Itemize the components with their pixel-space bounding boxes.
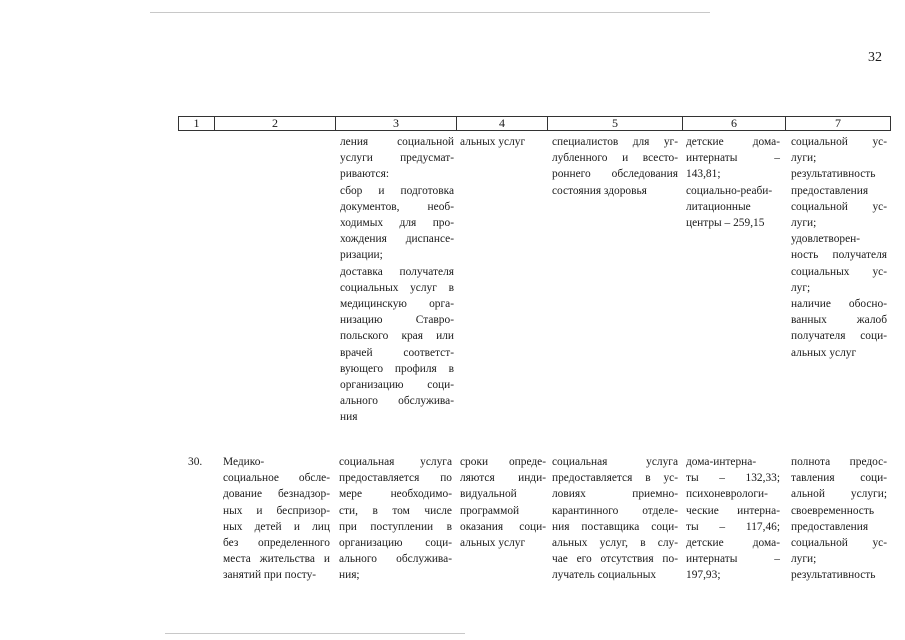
cell-line: социальной ус-	[791, 136, 887, 148]
cell-line: лучатель социальных	[552, 569, 657, 582]
cell-line: медицинскую орга-	[340, 298, 454, 311]
cell-line: ления социальной	[340, 136, 454, 148]
cell-line: услуги предусмат-	[340, 152, 454, 165]
cell-line: литационные	[686, 200, 751, 213]
scan-noise-top	[150, 12, 710, 13]
cell-line: лубленного и всесто-	[552, 152, 678, 165]
row-cont-col7	[791, 134, 887, 361]
header-col-2: 2	[214, 116, 336, 131]
row30-number: 30.	[188, 456, 203, 468]
cell-line: карантинного отделе-	[552, 504, 678, 517]
cell-line: результативность	[791, 569, 876, 582]
scan-noise-bottom	[165, 633, 465, 634]
cell-line: сбор и подготовка	[340, 184, 454, 197]
cell-line: ты – 132,33;	[686, 472, 780, 485]
cell-line: ния поставщика соци-	[552, 520, 678, 533]
cell-line: социальной ус-	[791, 537, 887, 550]
header-col-5: 5	[547, 116, 683, 131]
cell-line: альной услуги;	[791, 488, 887, 501]
cell-line: социальная услуга	[339, 456, 452, 468]
cell-line: при поступлении в	[339, 520, 452, 533]
cell-line: интернаты –	[686, 553, 780, 566]
cell-line: 197,93;	[686, 569, 721, 582]
cell-line: социальное обсле-	[223, 472, 330, 485]
cell-line: психоневрологи-	[686, 488, 768, 501]
cell-line: тавления соци-	[791, 472, 887, 485]
cell-line: ты – 117,46;	[686, 520, 780, 533]
cell-line: ния	[340, 411, 358, 424]
cell-line: альных услуг	[460, 136, 526, 148]
cell-line: социальных ус-	[791, 265, 887, 278]
cell-line: луги;	[791, 217, 817, 230]
cell-line: программой	[460, 504, 520, 517]
cell-line: Медико-	[223, 456, 265, 468]
cell-line: ризации;	[340, 249, 383, 262]
cell-line: занятий при посту-	[223, 569, 317, 582]
cell-line: сроки опреде-	[460, 456, 546, 468]
header-col-3: 3	[335, 116, 457, 131]
cell-line: чае его отсутствия по-	[552, 553, 678, 566]
cell-line: предоставления	[791, 184, 869, 197]
cell-line: видуальной	[460, 488, 517, 501]
row30-col7	[791, 454, 887, 584]
row30-col4	[460, 454, 546, 551]
cell-line: луг;	[791, 281, 811, 294]
cell-line: вующего профиля в	[340, 362, 454, 375]
cell-line: альных услуг, в слу-	[552, 537, 678, 550]
cell-line: луги;	[791, 152, 817, 165]
cell-line: детские дома-	[686, 537, 780, 550]
row30-col2	[223, 454, 330, 584]
cell-line: организацию соци-	[340, 379, 454, 392]
cell-line: социальных услуг в	[340, 281, 454, 294]
cell-line: организацию соци-	[339, 537, 452, 550]
row30-col5	[552, 454, 678, 584]
cell-line: документов, необ-	[340, 200, 454, 213]
header-col-4: 4	[456, 116, 548, 131]
page-number: 32	[868, 50, 882, 65]
cell-line: социально-реаби-	[686, 184, 773, 197]
cell-line: социальной ус-	[791, 200, 887, 213]
cell-line: предоставляется по	[339, 472, 452, 485]
cell-line: хождения диспансе-	[340, 233, 454, 246]
cell-line: ляются инди-	[460, 472, 546, 485]
cell-line: альных услуг	[460, 537, 526, 550]
header-col-6: 6	[682, 116, 786, 131]
row-cont-col3	[340, 134, 454, 426]
cell-line: ального обслужива-	[340, 395, 454, 408]
cell-line: удовлетворен-	[791, 233, 861, 246]
cell-line: наличие обосно-	[791, 298, 887, 311]
cell-line: ных детей и лиц	[223, 520, 330, 533]
cell-line: детские дома-	[686, 136, 780, 148]
row30-col6	[686, 454, 780, 584]
cell-line: ния;	[339, 569, 360, 582]
cell-line: дома-интерна-	[686, 456, 757, 468]
cell-line: 143,81;	[686, 168, 721, 181]
cell-line: сти, в том числе	[339, 504, 452, 517]
row-cont-col5	[552, 134, 678, 199]
cell-line: ального обслужива-	[339, 553, 452, 566]
cell-line: ходимых для про-	[340, 217, 454, 230]
cell-line: социальная услуга	[552, 456, 678, 468]
cell-line: польского края или	[340, 330, 454, 343]
cell-line: мере необходимо-	[339, 488, 452, 501]
cell-line: предоставления	[791, 520, 869, 533]
cell-line: интернаты –	[686, 152, 780, 165]
row30-col3	[339, 454, 452, 584]
cell-line: ловиях приемно-	[552, 488, 678, 501]
cell-line: оказания соци-	[460, 520, 546, 533]
cell-line: без определенного	[223, 537, 330, 550]
cell-line: получателя соци-	[791, 330, 887, 343]
cell-line: места жительства и	[223, 553, 330, 566]
cell-line: специалистов для уг-	[552, 136, 678, 148]
cell-line: низацию Ставро-	[340, 314, 454, 327]
cell-line: альных услуг	[791, 346, 857, 359]
cell-line: результативность	[791, 168, 876, 181]
cell-line: доставка получателя	[340, 265, 454, 278]
cell-line: ность получателя	[791, 249, 887, 262]
cell-line: риваются:	[340, 168, 390, 181]
cell-line: дование безнадзор-	[223, 488, 330, 501]
cell-line: своевременность	[791, 504, 875, 517]
cell-line: ных и беспризор-	[223, 504, 330, 517]
cell-line: центры – 259,15	[686, 217, 765, 230]
header-col-1: 1	[178, 116, 215, 131]
header-col-7: 7	[785, 116, 891, 131]
cell-line: врачей соответст-	[340, 346, 454, 359]
cell-line: состояния здоровья	[552, 184, 647, 197]
cell-line: полнота предос-	[791, 456, 887, 468]
row-cont-col6	[686, 134, 780, 231]
cell-line: ванных жалоб	[791, 314, 887, 327]
cell-line: предоставляется в ус-	[552, 472, 678, 485]
row-cont-col4	[460, 134, 546, 150]
cell-line: роннего обследования	[552, 168, 678, 181]
cell-line: луги;	[791, 553, 817, 566]
cell-line: ческие интерна-	[686, 504, 780, 517]
